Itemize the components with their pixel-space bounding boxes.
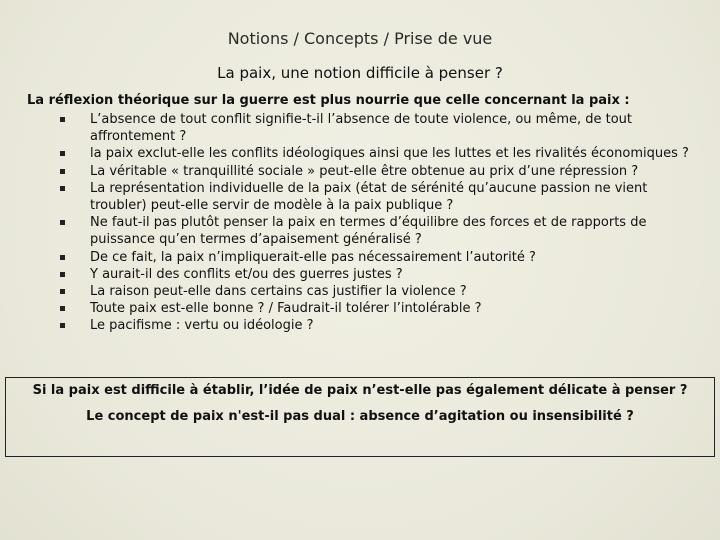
- list-item-text: La représentation individuelle de la paix (état de sérénité qu’aucune passion ne vient troubler) peut-elle servir de modèle à la paix publique ?: [90, 180, 648, 214]
- bullet-square-icon: [60, 169, 65, 174]
- list-item: [60, 266, 700, 283]
- bullet-square-icon: [60, 186, 65, 191]
- list-item-text: La véritable « tranquillité sociale » peut-elle être obtenue au prix d’une répression ?: [90, 163, 639, 179]
- conclusion-line-2: Le concept de paix n'est-il pas dual : absence d’agitation ou insensibilité ?: [86, 409, 634, 424]
- bullet-square-icon: [60, 255, 65, 260]
- intro-text: La réflexion théorique sur la guerre est plus nourrie que celle concernant la paix :: [27, 93, 630, 108]
- list-item: [60, 283, 700, 300]
- list-item-text: la paix exclut-elle les conflits idéologiques ainsi que les luttes et les rivalités économiques ?: [90, 146, 689, 162]
- list-item-text: Le pacifisme : vertu ou idéologie ?: [90, 318, 314, 334]
- list-item: [60, 145, 700, 162]
- list-item: [60, 214, 700, 248]
- list-item-text: Y aurait-il des conflits et/ou des guerres justes ?: [90, 266, 403, 282]
- list-item-text: L’absence de tout conflit signifie-t-il l’absence de toute violence, ou même, de tout affrontement ?: [90, 112, 633, 145]
- question-list: [60, 111, 700, 335]
- bullet-square-icon: [60, 220, 65, 225]
- list-item: [60, 300, 700, 317]
- list-item-text: La raison peut-elle dans certains cas justifier la violence ?: [90, 284, 467, 300]
- conclusion-box: [5, 377, 715, 457]
- bullet-square-icon: [60, 117, 65, 122]
- list-item-text: Ne faut-il pas plutôt penser la paix en termes d’équilibre des forces et de rapports de puissance qu’en termes d’apaisement généralisé ?: [90, 215, 647, 248]
- list-item: [60, 317, 700, 334]
- bullet-square-icon: [60, 151, 65, 156]
- slide-title: Notions / Concepts / Prise de vue: [227, 29, 493, 48]
- bullet-square-icon: [60, 323, 65, 328]
- list-item: [60, 163, 700, 180]
- slide-subtitle: La paix, une notion difficile à penser ?: [217, 64, 503, 82]
- list-item: [60, 180, 700, 214]
- list-item: [60, 111, 700, 145]
- bullet-square-icon: [60, 272, 65, 277]
- bullet-square-icon: [60, 306, 65, 311]
- list-item-text: De ce fait, la paix n’impliquerait-elle pas nécessairement l’autorité ?: [90, 249, 536, 265]
- bullet-square-icon: [60, 289, 65, 294]
- list-item-text: Toute paix est-elle bonne ? / Faudrait-il tolérer l’intolérable ?: [90, 301, 482, 317]
- list-item: [60, 249, 700, 266]
- conclusion-line-1: Si la paix est difficile à établir, l’idée de paix n’est-elle pas également délicate à penser ?: [32, 383, 688, 398]
